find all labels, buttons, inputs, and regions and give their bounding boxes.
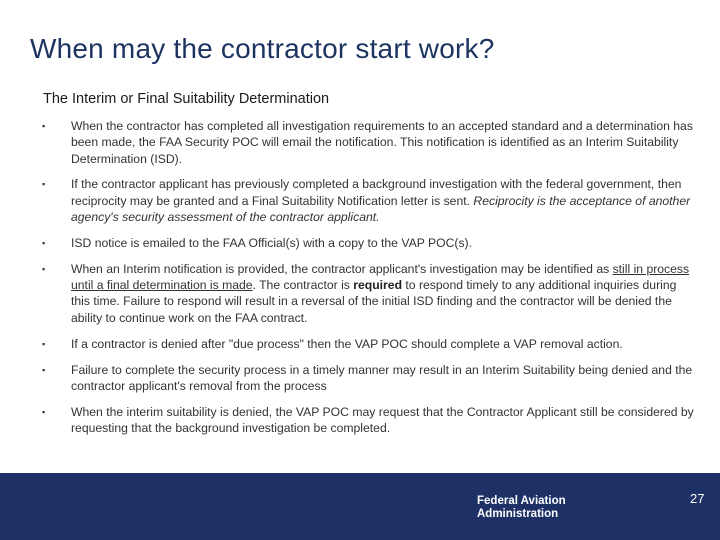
bullet-item-due-process xyxy=(42,336,697,352)
bullet-item-failure-to-complete xyxy=(42,362,697,395)
bullet-text: If the contractor applicant has previously completed a background investigation with the federal government, then reciprocity may be granted and a Final Suitability Notification letter is sent. xyxy=(71,177,682,208)
bullet-item-isd-notice xyxy=(42,235,697,251)
bullet-text: When the interim suitability is denied, the VAP POC may request that the Contractor Applicant still be considered by requesting that the background investigation be completed. xyxy=(71,404,694,436)
bullet-square-icon: ▪ xyxy=(42,179,46,190)
bullet-item-completed-requirements xyxy=(42,118,697,167)
bullet-square-icon: ▪ xyxy=(42,263,46,274)
reciprocity-definition: Reciprocity is the acceptance of another agency's security assessment of the contractor applicant. xyxy=(71,193,691,225)
bullet-text-mid: . The contractor is xyxy=(252,278,354,293)
bullet-text: Failure to complete the security process in a timely manner may result in an Interim Suitability being denied and the contractor applicant's removal from the process xyxy=(71,362,693,393)
bullet-square-icon: ▪ xyxy=(42,338,46,349)
bullet-item-interim-denied xyxy=(42,404,697,437)
bullet-square-icon: ▪ xyxy=(42,364,46,375)
bullet-square-icon: ▪ xyxy=(42,121,46,131)
bullet-text-pre: When an Interim notification is provided, the contractor applicant's investigation may be identified as xyxy=(71,261,613,276)
page-number: 27 xyxy=(690,491,705,506)
bullet-text-post: to respond timely to any additional inquiries during this time. Failure to respond will result in a reversal of the initial ISD finding and the contractor will be denied the ability to continue work on the FAA contract. xyxy=(71,278,677,325)
slide-subtitle: The Interim or Final Suitability Determination xyxy=(43,91,330,107)
bullet-item-interim-notification xyxy=(42,261,697,326)
footer-bar xyxy=(0,473,720,540)
bullet-text-underlined: still in process until a final determination is made xyxy=(71,261,690,293)
slide-title: When may the contractor start work? xyxy=(30,33,495,64)
bullet-item-reciprocity xyxy=(42,176,697,225)
bullet-text: If a contractor is denied after "due process" then the VAP POC should complete a VAP removal action. xyxy=(71,336,623,351)
bullet-text-bold: required xyxy=(353,278,403,293)
org-name-line2: Administration xyxy=(477,508,559,520)
faa-logo-text xyxy=(477,495,566,521)
org-name-line1: Federal Aviation xyxy=(477,495,566,507)
bullet-square-icon: ▪ xyxy=(42,406,46,417)
bullet-square-icon: ▪ xyxy=(42,237,46,248)
bullet-text: ISD notice is emailed to the FAA Official(s) with a copy to the VAP POC(s). xyxy=(71,235,472,250)
bullet-list xyxy=(42,118,697,446)
bullet-text: When the contractor has completed all investigation requirements to an accepted standard and a determination has been made, the FAA Security POC will email the notification. This notification is identified as an Interim Suitability Determination (ISD). xyxy=(71,119,693,166)
